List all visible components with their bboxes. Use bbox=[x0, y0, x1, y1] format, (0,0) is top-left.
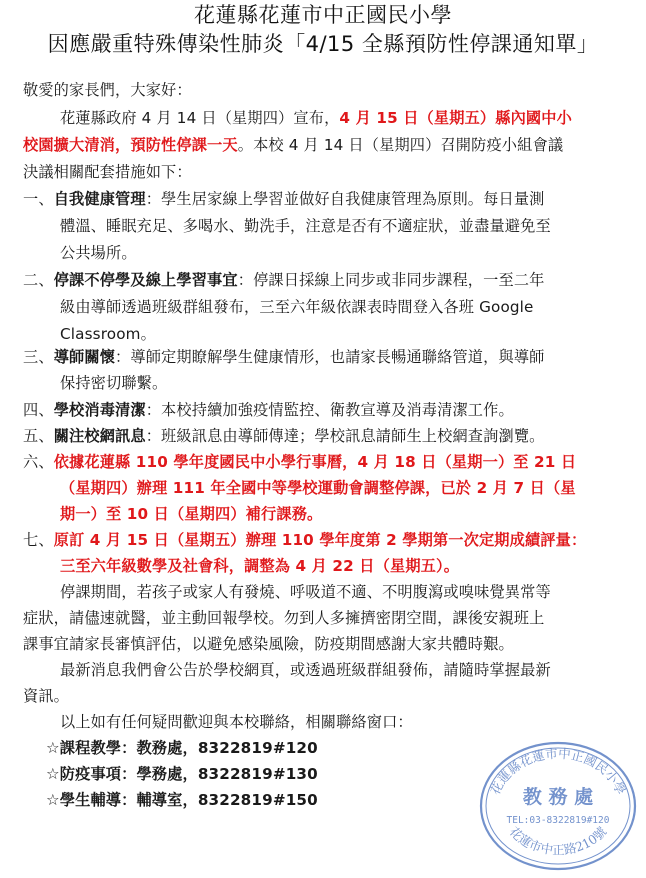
intro-text: 花蓮縣政府 4 月 14 日（星期四）宣布， bbox=[60, 109, 340, 127]
greeting: 敬愛的家長們，大家好： bbox=[23, 81, 192, 99]
contact-label: 課程教學：教務處， bbox=[59, 739, 198, 757]
item-title: 停課不停學及線上學習事宜 bbox=[53, 271, 238, 289]
item-1-line-3: 公共場所。 bbox=[60, 244, 137, 262]
contact-phone: 8322819#130 bbox=[197, 765, 318, 783]
list-item-3 bbox=[23, 346, 545, 368]
para-1-line-1: 停課期間，若孩子或家人有發燒、呼吸道不適、不明腹瀉或嗅味覺異常等 bbox=[60, 583, 551, 601]
intro-highlight-1: 4 月 15 日（星期五）縣內國中小 bbox=[339, 109, 572, 127]
item-2-line-2: 級由導師透過班級群組發布，三至六年級依課表時間登入各班 Google bbox=[60, 298, 534, 316]
item-number: 一、 bbox=[23, 190, 54, 208]
item-number: 五、 bbox=[23, 427, 54, 445]
item-text: 原訂 4 月 15 日（星期五）辦理 110 學年度第 2 學期第一次定期成績評量： bbox=[53, 531, 587, 549]
star-icon: ☆ bbox=[46, 739, 60, 757]
item-text: ：班級訊息由導師傳達；學校訊息請師生上校網查詢瀏覽。 bbox=[145, 427, 545, 445]
intro-line-3: 決議相關配套措施如下： bbox=[23, 163, 192, 181]
school-name: 花蓮縣花蓮市中正國民小學 bbox=[194, 3, 452, 27]
item-text: ：本校持續加強疫情監控、衛教宣導及消毒清潔工作。 bbox=[145, 401, 514, 419]
para-3-line-1: 以上如有任何疑問歡迎與本校聯絡，相關聯絡窗口： bbox=[60, 713, 413, 731]
item-text: ：導師定期瞭解學生健康情形，也請家長暢通聯絡管道，與導師 bbox=[115, 348, 545, 366]
contact-label: 學生輔導：輔導室， bbox=[59, 791, 198, 809]
para-1-line-2: 症狀，請儘速就醫，並主動回報學校。勿到人多擁擠密閉空間，課後安親班上 bbox=[23, 609, 545, 627]
item-number: 四、 bbox=[23, 401, 54, 419]
item-6-line-3: 期一）至 10 日（星期四）補行課務。 bbox=[60, 505, 323, 523]
item-number: 二、 bbox=[23, 271, 54, 289]
item-number: 七、 bbox=[23, 531, 54, 549]
intro-line-2 bbox=[23, 134, 563, 156]
item-2-line-3: Classroom。 bbox=[60, 325, 156, 343]
contact-phone: 8322819#120 bbox=[197, 739, 318, 757]
item-text: ：停課日採線上同步或非同步課程，一至二年 bbox=[237, 271, 545, 289]
contact-counseling bbox=[46, 789, 318, 811]
stamp-office: 教 務 處 bbox=[522, 786, 594, 808]
item-title: 自我健康管理 bbox=[53, 190, 146, 208]
contact-label: 防疫事項：學務處， bbox=[59, 765, 198, 783]
item-number: 三、 bbox=[23, 348, 54, 366]
intro-line-1 bbox=[60, 107, 572, 129]
item-number: 六、 bbox=[23, 453, 54, 471]
stamp-tel: TEL:03-8322819#120 bbox=[506, 815, 610, 826]
item-title: 學校消毒清潔 bbox=[53, 401, 146, 419]
item-title: 關注校網訊息 bbox=[53, 427, 146, 445]
list-item-4 bbox=[23, 399, 514, 421]
para-2-line-1: 最新消息我們會公告於學校網頁，或透過班級群組發佈，請隨時掌握最新 bbox=[60, 661, 551, 679]
intro-text: 。本校 4 月 14 日（星期四）召開防疫小組會議 bbox=[237, 136, 564, 154]
para-2-line-2: 資訊。 bbox=[23, 687, 70, 705]
list-item-1 bbox=[23, 188, 545, 210]
stamp-address: 花蓮市中正路210號 bbox=[506, 823, 610, 858]
contact-academic bbox=[46, 737, 318, 759]
para-1-line-3: 課事宜請家長審慎評估，以避免感染風險，防疫期間感謝大家共體時艱。 bbox=[23, 635, 514, 653]
list-item-2 bbox=[23, 269, 545, 291]
contact-epidemic bbox=[46, 763, 318, 785]
notice-title: 因應嚴重特殊傳染性肺炎「4/15 全縣預防性停課通知單」 bbox=[47, 32, 599, 56]
item-3-line-2: 保持密切聯繫。 bbox=[60, 374, 168, 392]
list-item-6 bbox=[23, 451, 576, 473]
star-icon: ☆ bbox=[46, 791, 60, 809]
item-text: 依據花蓮縣 110 學年度國民中小學行事曆，4 月 18 日（星期一）至 21 日 bbox=[53, 453, 577, 471]
stamp-arc-text: 花蓮縣花蓮市中正國民小學 bbox=[487, 745, 629, 797]
list-item-5 bbox=[23, 425, 545, 447]
item-1-line-2: 體溫、睡眠充足、多喝水、勤洗手，注意是否有不適症狀，並盡量避免至 bbox=[60, 217, 551, 235]
item-text: ：學生居家線上學習並做好自我健康管理為原則。每日量測 bbox=[145, 190, 545, 208]
item-6-line-2: （星期四）辦理 111 年全國中等學校運動會調整停課，已於 2 月 7 日（星 bbox=[60, 479, 576, 497]
item-title: 導師關懷 bbox=[53, 348, 116, 366]
list-item-7 bbox=[23, 529, 586, 551]
item-7-line-2: 三至六年級數學及社會科，調整為 4 月 22 日（星期五）。 bbox=[60, 557, 460, 575]
star-icon: ☆ bbox=[46, 765, 60, 783]
official-stamp bbox=[478, 740, 638, 872]
intro-highlight-2: 校園擴大清消，預防性停課一天 bbox=[23, 136, 238, 154]
contact-phone: 8322819#150 bbox=[197, 791, 318, 809]
